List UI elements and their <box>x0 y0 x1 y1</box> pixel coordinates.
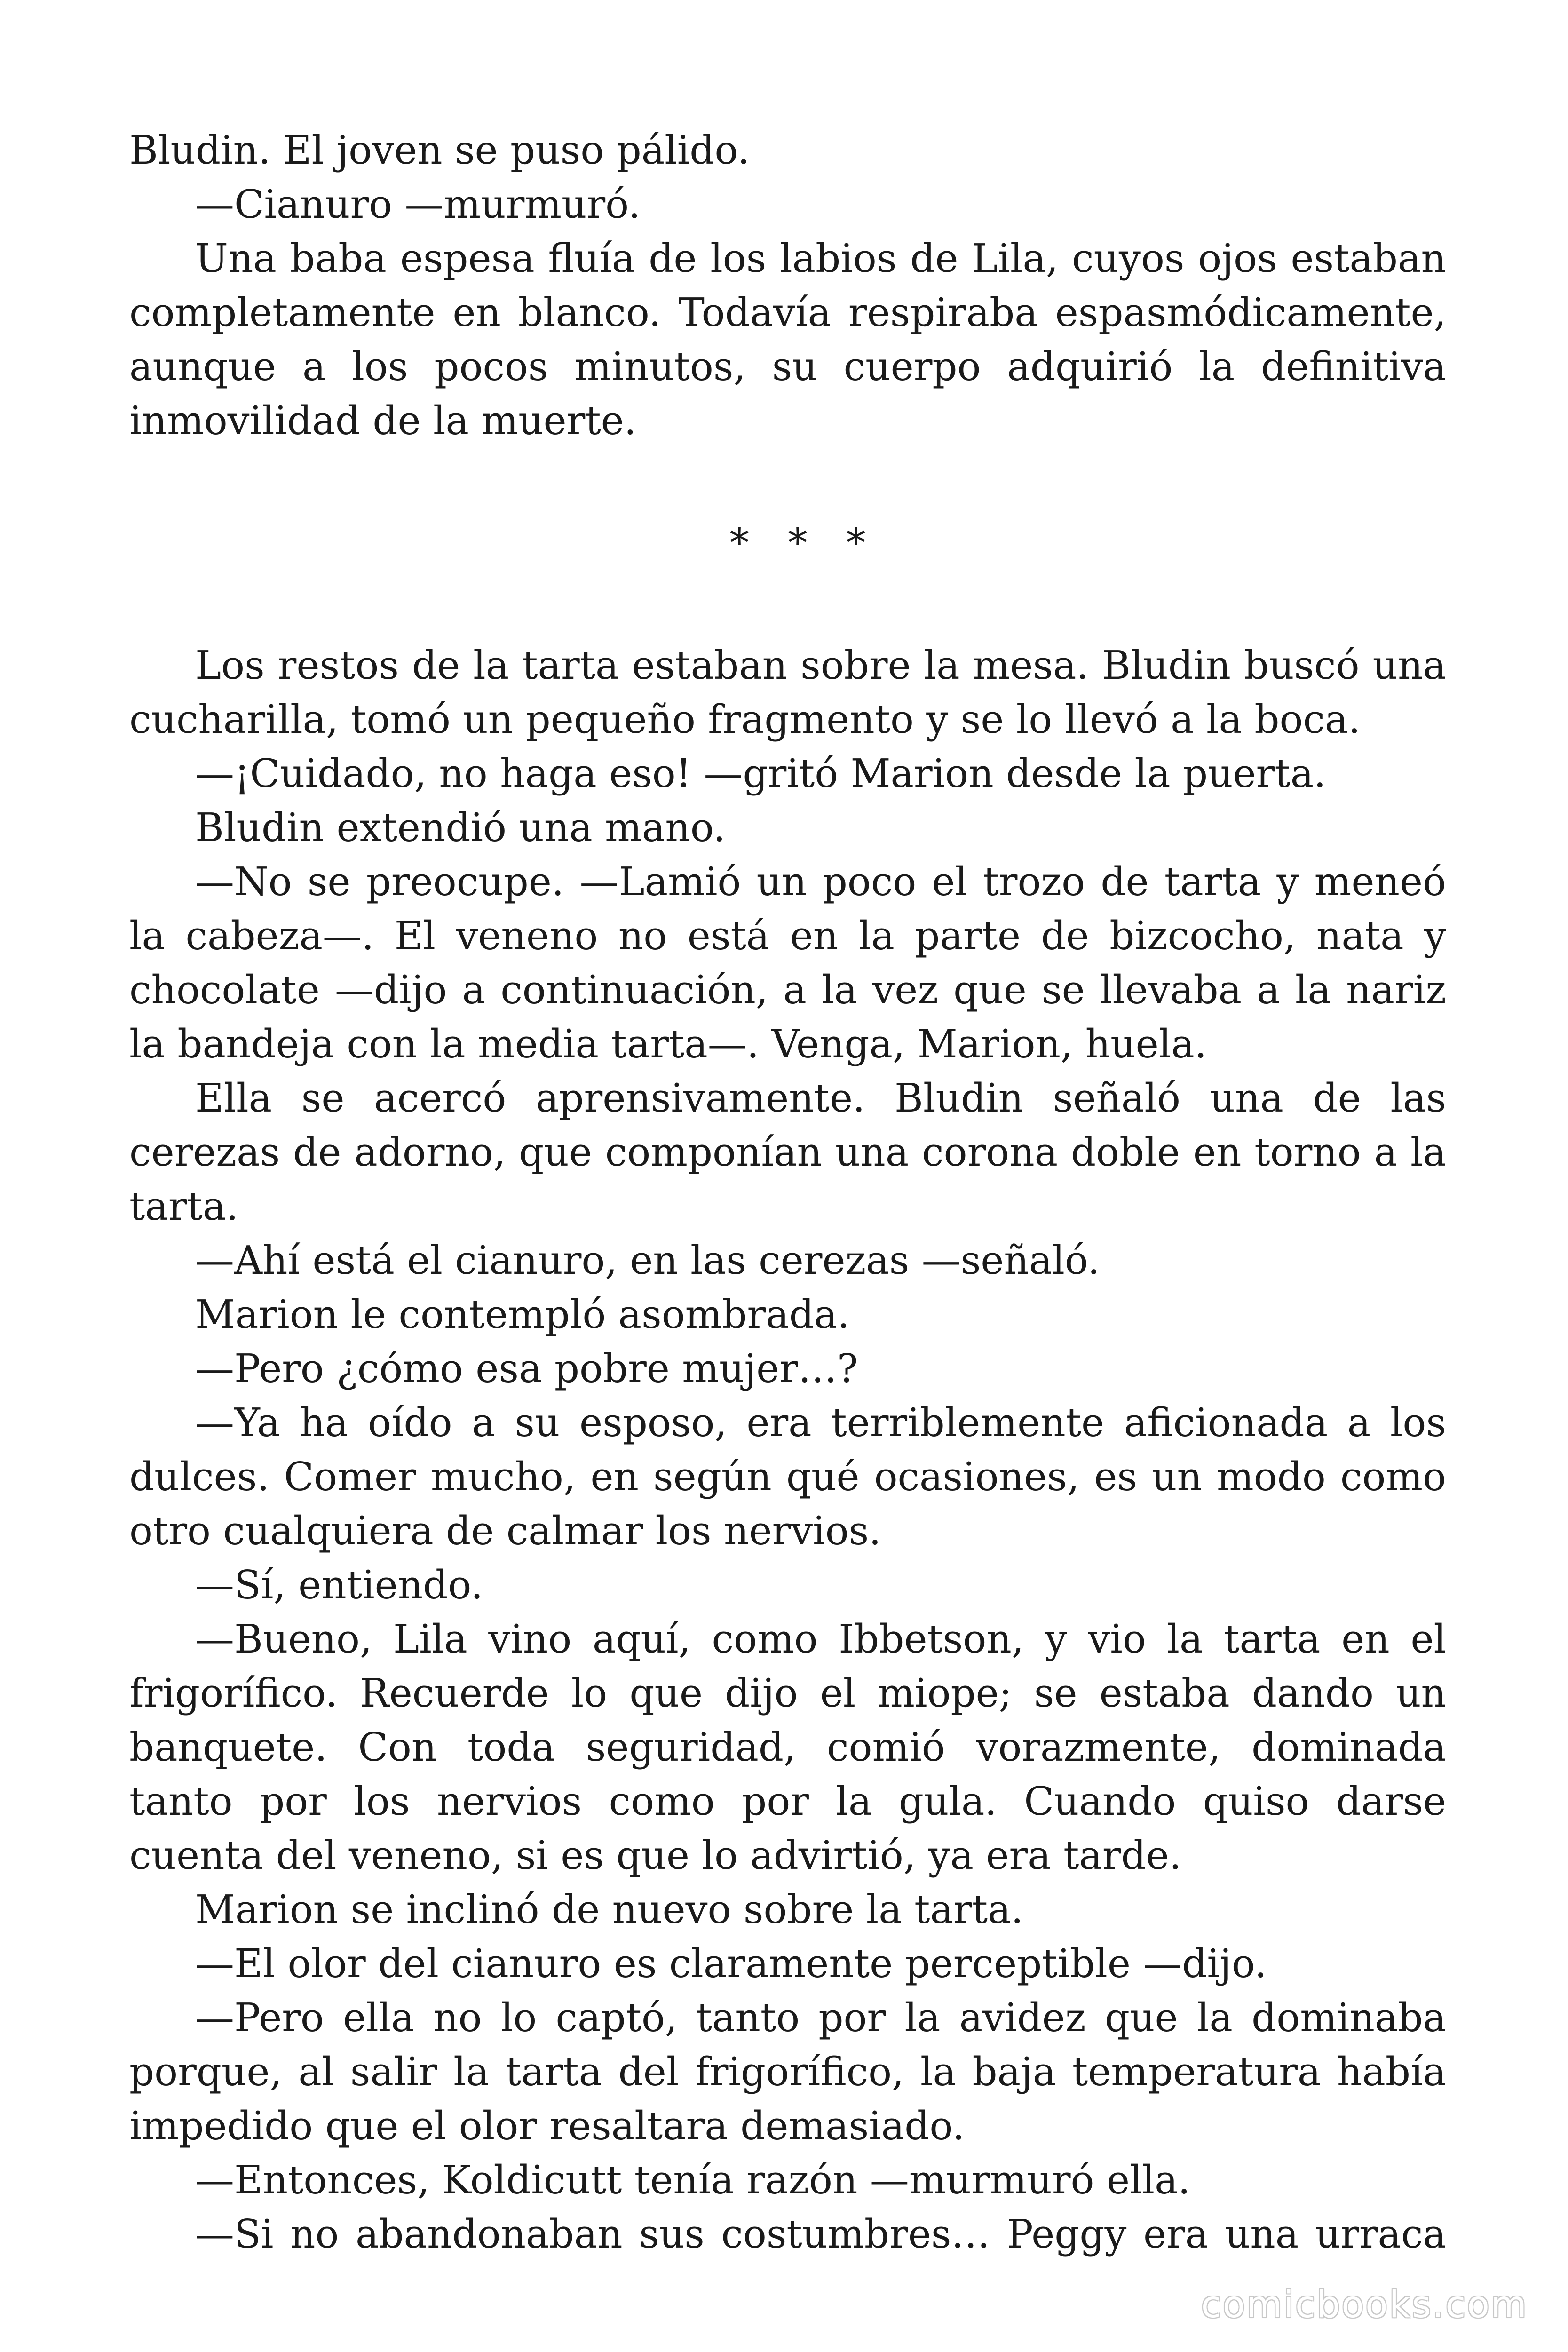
paragraph: Los restos de la tarta estaban sobre la mesa. Bludin buscó una cucharilla, tomó un pequeño fragmento y se lo llevó a la boca. <box>129 643 1446 742</box>
paragraph: —¡Cuidado, no haga eso! —gritó Marion desde la puerta. <box>195 751 1326 796</box>
page-body <box>129 123 1446 2261</box>
paragraph: —Bueno, Lila vino aquí, como Ibbetson, y vio la tarta en el frigorífico. Recuerde lo que dijo el miope; se estaba dando un banquete. Con toda seguridad, comió vorazmente, dominada tanto por los nervios como por la gula. Cuando quiso darse cuenta del veneno, si es que lo advirtió, ya era tarde. <box>129 1616 1446 1878</box>
paragraph: —Pero ella no lo captó, tanto por la avidez que la dominaba porque, al salir la tarta del frigorífico, la baja temperatura había impedido que el olor resaltara demasiado. <box>129 1995 1446 2149</box>
paragraph: —Ahí está el cianuro, en las cerezas —señaló. <box>195 1238 1100 1283</box>
paragraph: —Cianuro —murmuró. <box>195 182 641 227</box>
paragraph: Una baba espesa fluía de los labios de Lila, cuyos ojos estaban completamente en blanco. Todavía respiraba espasmódicamente, aunque a los pocos minutos, su cuerpo adquirió la definitiva inmovilidad de la muerte. <box>129 236 1446 444</box>
paragraph: —Sí, entiendo. <box>195 1562 483 1608</box>
paragraph: Ella se acercó aprensivamente. Bludin señaló una de las cerezas de adorno, que componían una corona doble en torno a la tarta. <box>129 1075 1446 1229</box>
paragraph: —No se preocupe. —Lamió un poco el trozo de tarta y meneó la cabeza—. El veneno no está en la parte de bizcocho, nata y chocolate —dijo a continuación, a la vez que se llevaba a la nariz la bandeja con la media tarta—. Venga, Marion, huela. <box>129 859 1446 1067</box>
paragraph: —Si no abandonaban sus costumbres… Peggy era una urraca <box>195 2211 1446 2257</box>
paragraph: Marion le contempló asombrada. <box>195 1292 850 1337</box>
paragraph: Bludin. El joven se puso pálido. <box>129 127 750 173</box>
paragraph: —Pero ¿cómo esa pobre mujer…? <box>195 1346 858 1391</box>
paragraph: —El olor del cianuro es claramente perceptible —dijo. <box>195 1941 1267 1986</box>
section-break: * * * <box>729 520 879 566</box>
paragraph: Bludin extendió una mano. <box>195 805 726 850</box>
paragraph: Marion se inclinó de nuevo sobre la tarta. <box>195 1887 1023 1932</box>
watermark: comicbooks.com <box>1201 2284 1528 2326</box>
paragraph: —Entonces, Koldicutt tenía razón —murmuró ella. <box>195 2157 1190 2203</box>
paragraph: —Ya ha oído a su esposo, era terriblemente aficionada a los dulces. Comer mucho, en según qué ocasiones, es un modo como otro cualquiera de calmar los nervios. <box>129 1400 1446 1554</box>
